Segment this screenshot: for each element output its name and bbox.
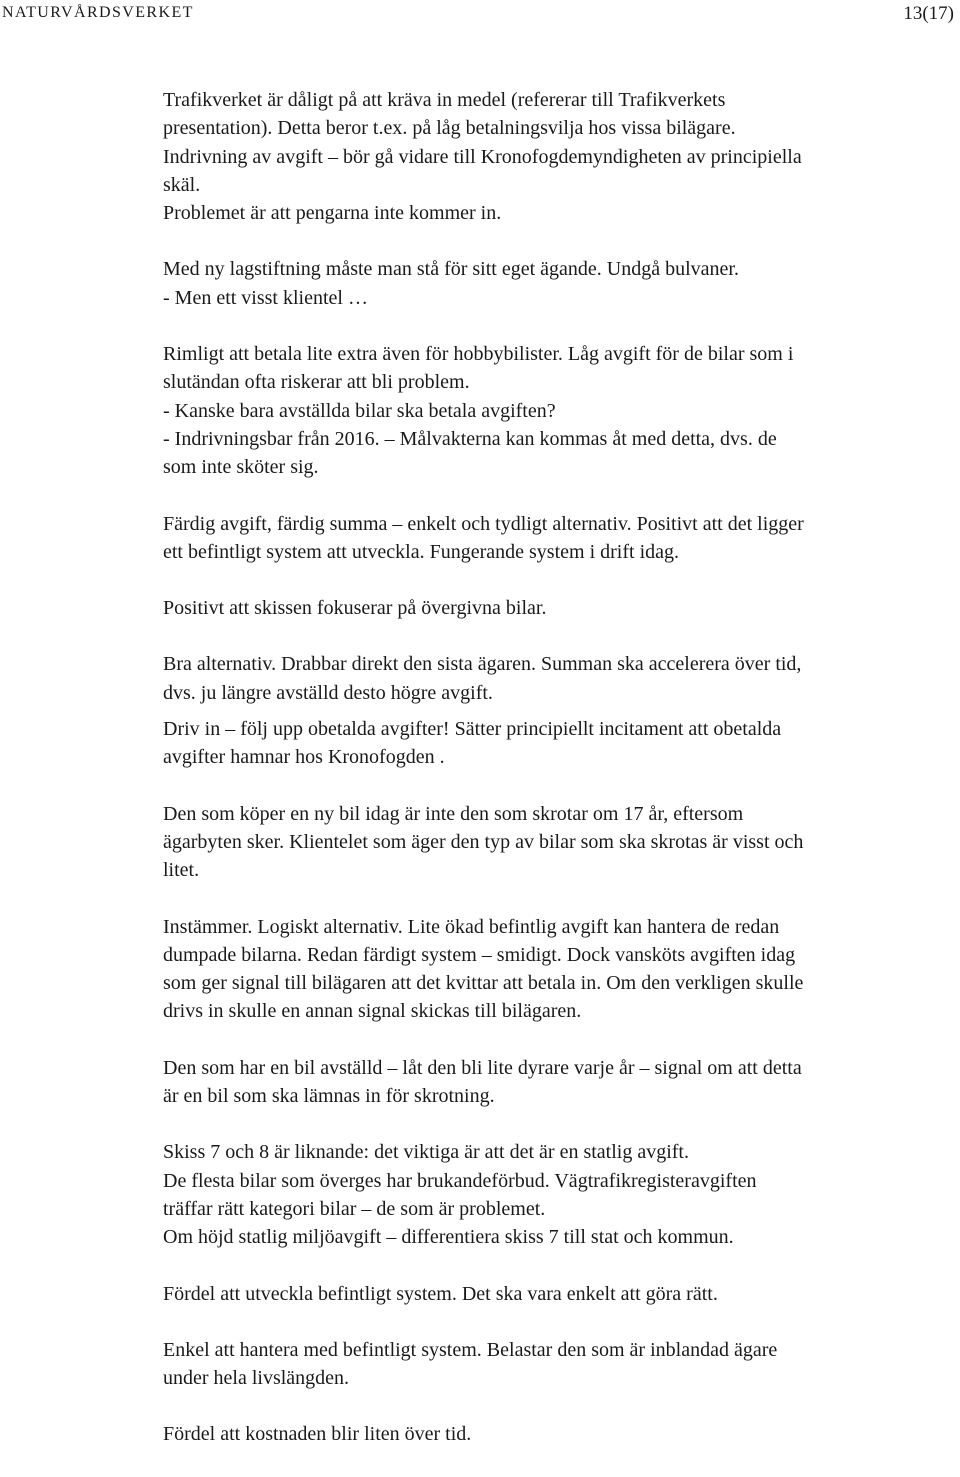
paragraph [163, 800, 953, 885]
text-line: Om höjd statlig miljöavgift – differentiera skiss 7 till stat och kommun. [163, 1226, 734, 1249]
paragraph [163, 340, 953, 481]
text-line: Trafikverket är dåligt på att kräva in medel (refererar till Trafikverkets [163, 89, 726, 111]
paragraph [163, 913, 953, 1026]
text-line: dumpade bilarna. Redan färdigt system – smidigt. Dock vansköts avgiften idag [163, 943, 796, 966]
text-line: är en bil som ska lämnas in för skrotning. [163, 1085, 495, 1108]
text-line: Rimligt att betala lite extra även för hobbybilister. Låg avgift för de bilar som i [163, 343, 794, 366]
paragraph [163, 1420, 953, 1448]
paragraph [163, 1280, 953, 1308]
text-line: - Men ett visst klientel … [163, 286, 368, 309]
paragraph [163, 1054, 953, 1111]
text-line: under hela livslängden. [163, 1367, 350, 1390]
text-line: Driv in – följ upp obetalda avgifter! Sätter principiellt incitament att obetalda [163, 718, 782, 741]
text-line: skäl. [163, 173, 201, 196]
text-line: Bra alternativ. Drabbar direkt den sista ägaren. Summan ska accelerera över tid, [163, 653, 802, 676]
text-line: avgifter hamnar hos Kronofogden . [163, 746, 445, 769]
text-line: Skiss 7 och 8 är liknande: det viktiga är att det är en statlig avgift. [163, 1141, 689, 1164]
text-line: drivs in skulle en annan signal skickas till bilägaren. [163, 1000, 582, 1023]
text-line: presentation). Detta beror t.ex. på låg betalningsvilja hos vissa bilägare. [163, 117, 736, 140]
text-line: Positivt att skissen fokuserar på övergivna bilar. [163, 597, 547, 620]
text-line: Indrivning av avgift – bör gå vidare till Kronofogdemyndigheten av principiella [163, 145, 802, 168]
text-line: Den som köper en ny bil idag är inte den som skrotar om 17 år, eftersom [163, 802, 744, 825]
text-line: Färdig avgift, färdig summa – enkelt och tydligt alternativ. Positivt att det ligger [163, 512, 804, 535]
text-line: dvs. ju längre avställd desto högre avgift. [163, 681, 493, 704]
paragraph [163, 510, 953, 567]
text-line: - Kanske bara avställda bilar ska betala avgiften? [163, 399, 556, 422]
document-body [163, 86, 953, 1477]
text-line: träffar rätt kategori bilar – de som är problemet. [163, 1197, 546, 1220]
organization-name: NATURVÅRDSVERKET [2, 4, 194, 21]
paragraph [163, 650, 953, 707]
text-line: slutändan ofta riskerar att bli problem. [163, 371, 470, 394]
text-line: som inte sköter sig. [163, 456, 319, 479]
text-line: ett befintligt system att utveckla. Fungerande system i drift idag. [163, 540, 679, 563]
text-line: litet. [163, 859, 200, 882]
text-line: Den som har en bil avställd – låt den bli lite dyrare varje år – signal om att detta [163, 1056, 802, 1079]
text-line: ägarbyten sker. Klientelet som äger den typ av bilar som ska skrotas är visst och [163, 830, 804, 853]
paragraph [163, 1336, 953, 1393]
text-line: Med ny lagstiftning måste man stå för sitt eget ägande. Undgå bulvaner. [163, 258, 739, 281]
paragraph [163, 86, 953, 227]
paragraph [163, 715, 953, 772]
text-line: Instämmer. Logiskt alternativ. Lite ökad befintlig avgift kan hantera de redan [163, 915, 780, 938]
text-line: - Indrivningsbar från 2016. – Målvakterna kan kommas åt med detta, dvs. de [163, 427, 777, 450]
text-line: Problemet är att pengarna inte kommer in. [163, 202, 502, 225]
paragraph [163, 255, 953, 312]
text-line: Fördel att utveckla befintligt system. Det ska vara enkelt att göra rätt. [163, 1282, 718, 1305]
paragraph [163, 1138, 953, 1251]
page-number: 13(17) [903, 3, 954, 24]
text-line: som ger signal till bilägaren att det kvittar att betala in. Om den verkligen skulle [163, 972, 804, 995]
text-line: Enkel att hantera med befintligt system. Belastar den som är inblandad ägare [163, 1338, 778, 1361]
text-line: Fördel att kostnaden blir liten över tid. [163, 1423, 472, 1446]
paragraph [163, 594, 953, 622]
page-header [0, 0, 960, 24]
text-line: De flesta bilar som överges har brukandeförbud. Vägtrafikregisteravgiften [163, 1169, 757, 1192]
